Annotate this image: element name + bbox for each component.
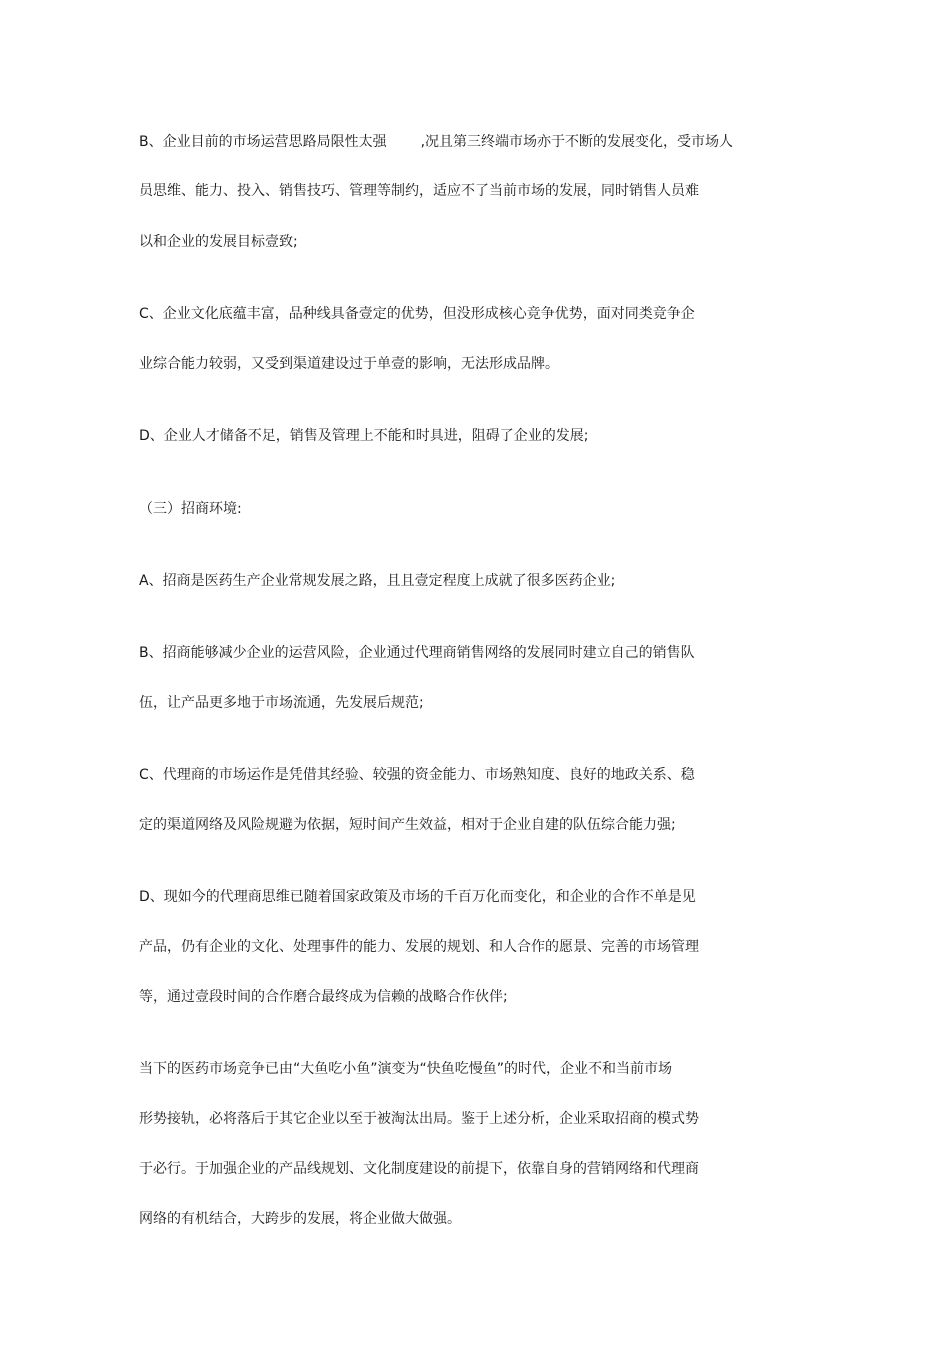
- text-line-d-talent-1: D、企业人才储备不足，销售及管理上不能和时具进，阻碍了企业的发展;: [139, 428, 589, 444]
- text-line-b-ops-2: 员思维、能力、投入、销售技巧、管理等制约，适应不了当前市场的发展，同时销售人员难: [139, 183, 699, 199]
- text-line-conclusion-1: 当下的医药市场竞争已由“大鱼吃小鱼”演变为“快鱼吃慢鱼”的时代，企业不和当前市场: [139, 1061, 673, 1077]
- section-heading-investment: （三）招商环境:: [139, 501, 242, 517]
- text-line-b-ops-3: 以和企业的发展目标壹致;: [139, 234, 298, 250]
- text-line-b-ops-1-part-b: ,况且第三终端市场亦于不断的发展变化，受市场人: [420, 134, 734, 150]
- text-line-b-invest-1: B、招商能够减少企业的运营风险，企业通过代理商销售网络的发展同时建立自己的销售队: [139, 645, 695, 661]
- text-line-c-agents-1: C、代理商的市场运作是凭借其经验、较强的资金能力、市场熟知度、良好的地政关系、稳: [139, 767, 695, 783]
- text-line-b-invest-2: 伍，让产品更多地于市场流通，先发展后规范;: [139, 695, 424, 711]
- text-line-c-agents-2: 定的渠道网络及风险规避为依据，短时间产生效益，相对于企业自建的队伍综合能力强;: [139, 817, 676, 833]
- text-line-conclusion-2: 形势接轨，必将落后于其它企业以至于被淘汰出局。鉴于上述分析，企业采取招商的模式势: [139, 1111, 699, 1127]
- text-line-conclusion-4: 网络的有机结合，大跨步的发展，将企业做大做强。: [139, 1211, 461, 1227]
- text-line-b-ops-1-part-a: B、企业目前的市场运营思路局限性太强: [139, 134, 387, 150]
- text-line-a-invest-1: A、招商是医药生产企业常规发展之路，且且壹定程度上成就了很多医药企业;: [139, 573, 616, 589]
- text-line-d-agents-3: 等，通过壹段时间的合作磨合最终成为信赖的战略合作伙伴;: [139, 989, 508, 1005]
- text-line-c-culture-2: 业综合能力较弱，又受到渠道建设过于单壹的影响，无法形成品牌。: [139, 356, 559, 372]
- text-line-c-culture-1: C、企业文化底蕴丰富，品种线具备壹定的优势，但没形成核心竞争优势，面对同类竞争企: [139, 306, 695, 322]
- text-line-d-agents-2: 产品，仍有企业的文化、处理事件的能力、发展的规划、和人合作的愿景、完善的市场管理: [139, 939, 699, 955]
- text-line-b-ops-1: [139, 133, 733, 151]
- text-line-d-agents-1: D、现如今的代理商思维已随着国家政策及市场的千百万化而变化，和企业的合作不单是见: [139, 889, 696, 905]
- text-line-conclusion-3: 于必行。于加强企业的产品线规划、文化制度建设的前提下，依靠自身的营销网络和代理商: [139, 1161, 699, 1177]
